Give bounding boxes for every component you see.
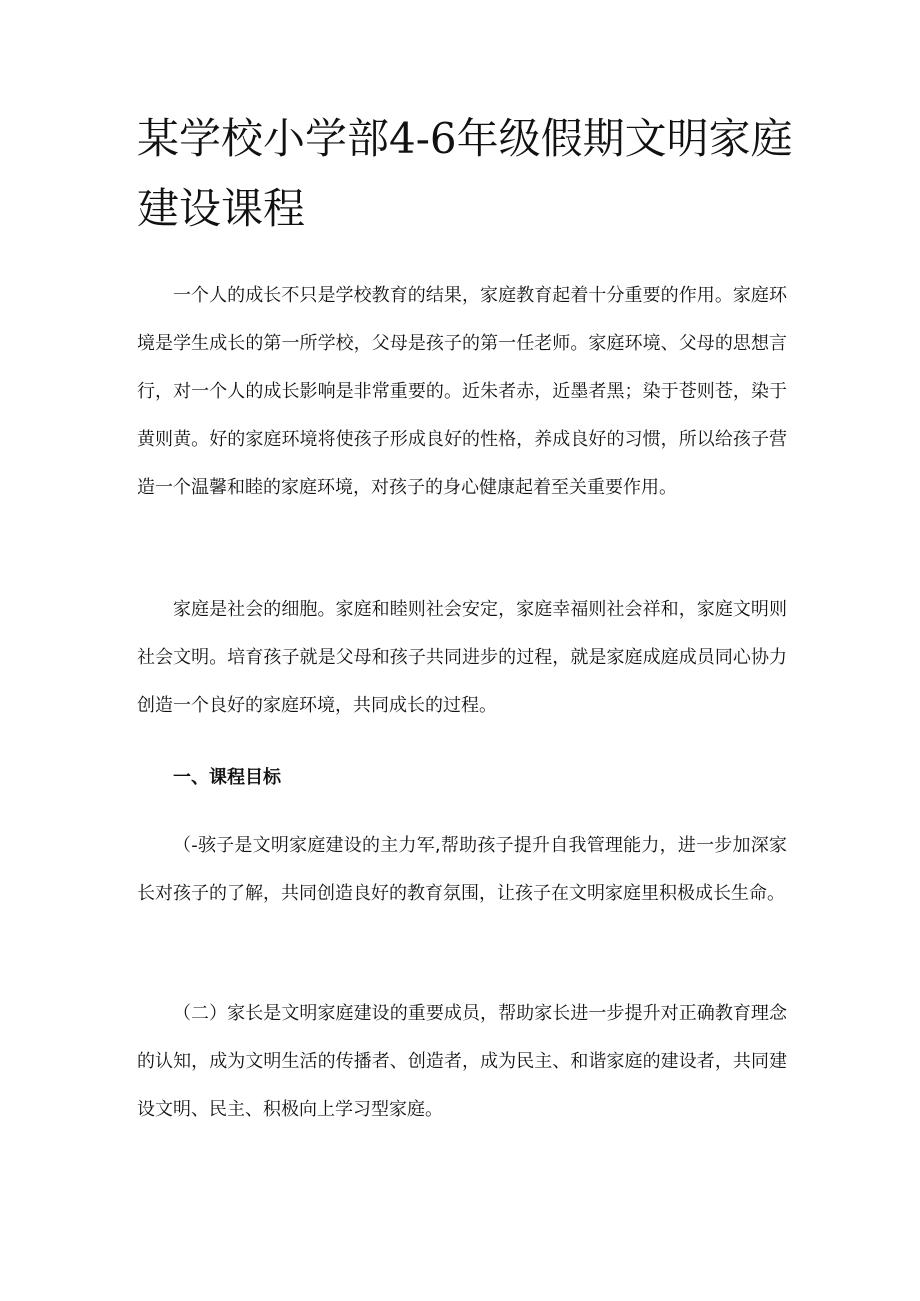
goal-paragraph-2: （二）家长是文明家庭建设的重要成员，帮助家长进一步提升对正确教育理念的认知，成为文明生活的传播者、创造者，成为民主、和谐家庭的建设者，共同建设文明、民主、积极向上学习型家庭。 [137,1003,787,1120]
section-heading-course-goals: 一、课程目标 [173,767,281,788]
document-title: 某学校小学部4-6年级假期文明家庭建设课程 [137,114,793,233]
intro-paragraph-1: 一个人的成长不只是学校教育的结果，家庭教育起着十分重要的作用。家庭环境是学生成长的第一所学校，父母是孩子的第一任老师。家庭环境、父母的思想言行，对一个人的成长影响是非常重要的。近朱者赤，近墨者黑；染于苍则苍，染于黄则黄。好的家庭环境将使孩子形成良好的性格，养成良好的习惯，所以给孩子营造一个温馨和睦的家庭环境，对孩子的身心健康起着至关重要作用。 [137,285,787,498]
goal-paragraph-1: （-骇子是文明家庭建设的主力军,帮助孩子提升自我管理能力，进一步加深家长对孩子的了解，共同创造良好的教育氛围，让孩子在文明家庭里积极成长生命。 [137,835,787,904]
intro-paragraph-2: 家庭是社会的细胞。家庭和睦则社会安定，家庭幸福则社会祥和，家庭文明则社会文明。培育孩子就是父母和孩子共同进步的过程，就是家庭成庭成员同心协力创造一个良好的家庭环境，共同成长的过程。 [137,599,787,716]
